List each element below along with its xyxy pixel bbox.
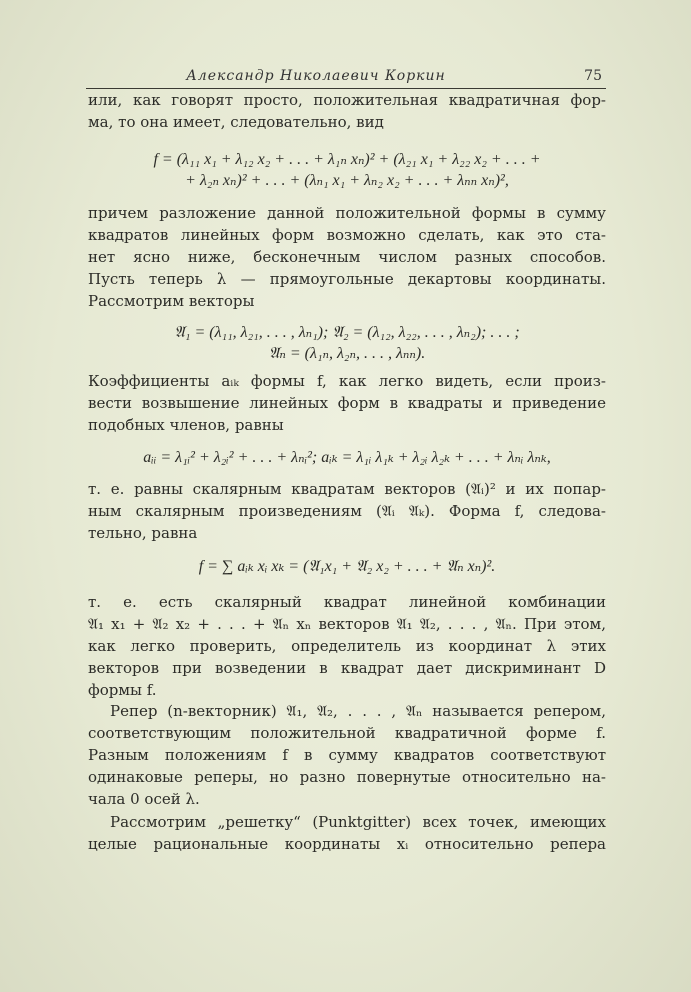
text-line: ным скалярным произведениям (𝔄ᵢ 𝔄ₖ). Форма f, следова- [88, 502, 606, 520]
text-line: Рассмотрим векторы [88, 292, 255, 310]
text-line: чала 0 осей λ. [88, 790, 200, 808]
text-line: Коэффициенты aᵢₖ формы f, как легко видеть, если произ- [88, 372, 606, 390]
text-line: 𝔄₁ x₁ + 𝔄₂ x₂ + . . . + 𝔄ₙ xₙ векторов 𝔄₁ 𝔄₂, . . . , 𝔄ₙ. При этом, [88, 615, 606, 633]
formula-line: f = ∑ aᵢₖ xᵢ xₖ = (𝔄₁x₁ + 𝔄₂ x₂ + . . . + 𝔄ₙ xₙ)². [198, 558, 496, 575]
formula-line: aᵢᵢ = λ₁ᵢ² + λ₂ᵢ² + . . . + λₙᵢ²; aᵢₖ = λ₁ᵢ λ₁ₖ + λ₂ᵢ λ₂ₖ + . . . + λₙᵢ λₙₖ, [143, 449, 551, 466]
text-line: соответствующим положительной квадратичной форме f. [88, 724, 606, 742]
text-line: Рассмотрим „решетку“ (Punktgitter) всех точек, имеющих [110, 813, 606, 831]
text-line: квадратов линейных форм возможно сделать, как это ста- [88, 226, 606, 244]
text-line: Репер (n-векторник) 𝔄₁, 𝔄₂, . . . , 𝔄ₙ называется репером, [110, 702, 606, 720]
text-line: одинаковые реперы, но разно повернутые относительно на- [88, 768, 606, 786]
text-line: т. е. есть скалярный квадрат линейной комбинации [88, 593, 606, 611]
text-line: целые рациональные координаты xᵢ относительно репера [88, 835, 606, 853]
text-line: причем разложение данной положительной формы в сумму [88, 204, 606, 222]
formula-line: 𝔄ₙ = (λ₁ₙ, λ₂ₙ, . . . , λₙₙ). [268, 345, 426, 362]
text-line: вести возвышение линейных форм в квадраты и приведение [88, 394, 606, 412]
text-line: Пусть теперь λ — прямоугольные декартовы координаты. [88, 270, 606, 288]
text-line: нет ясно ниже, бесконечным числом разных способов. [88, 248, 606, 266]
text-line: или, как говорят просто, положительная квадратичная фор- [88, 91, 606, 109]
text-line: Разным положениям f в сумму квадратов соответствуют [88, 746, 606, 764]
text-line: ма, то она имеет, следовательно, вид [88, 113, 384, 131]
formula-line: 𝔄₁ = (λ₁₁, λ₂₁, . . . , λₙ₁); 𝔄₂ = (λ₁₂, λ₂₂, . . . , λₙ₂); . . . ; [174, 324, 520, 341]
text-line: т. е. равны скалярным квадратам векторов (𝔄ᵢ)² и их попар- [88, 480, 606, 498]
running-header [86, 66, 606, 89]
text-line: как легко проверить, определитель из координат λ этих [88, 637, 606, 655]
page-number: 75 [584, 68, 602, 84]
text-line: подобных членов, равны [88, 416, 284, 434]
text-line: формы f. [88, 681, 157, 699]
header-title: Александр Николаевич Коркин [186, 68, 446, 84]
formula-line: + λ₂ₙ xₙ)² + . . . + (λₙ₁ x₁ + λₙ₂ x₂ + . . . + λₙₙ xₙ)², [185, 172, 509, 189]
text-line: тельно, равна [88, 524, 198, 542]
formula-line: f = (λ₁₁ x₁ + λ₁₂ x₂ + . . . + λ₁ₙ xₙ)² + (λ₂₁ x₁ + λ₂₂ x₂ + . . . + [153, 151, 541, 168]
text-line: векторов при возведении в квадрат дает дискриминант D [88, 659, 606, 677]
